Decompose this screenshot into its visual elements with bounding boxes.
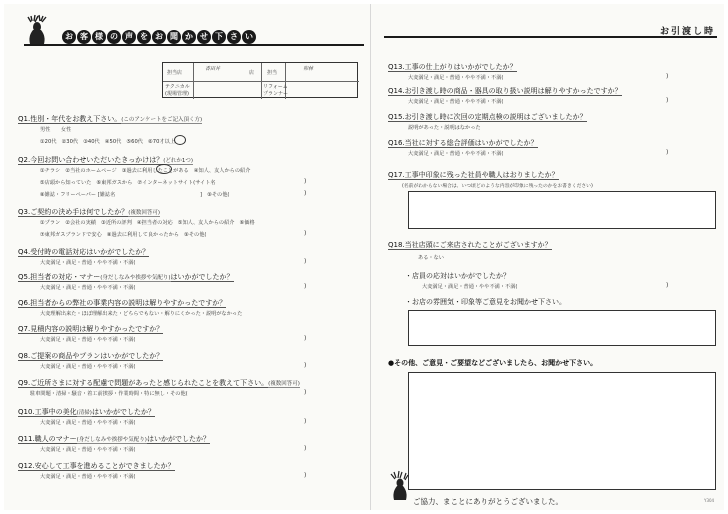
q15-opt[interactable]: 説明があった・説明はなかった bbox=[408, 125, 481, 131]
tech-label-2: (現場管理) bbox=[165, 91, 189, 97]
deer-logo-icon bbox=[22, 14, 52, 46]
store-value: 香田井 bbox=[205, 66, 221, 72]
page-title bbox=[62, 30, 256, 44]
title-char: を bbox=[137, 30, 151, 44]
q12-opt[interactable]: 大変満足・満足・普通・やや不満・不満( bbox=[40, 474, 136, 480]
q5-opt[interactable]: 大変満足・満足・普通・やや不満・不満( bbox=[40, 285, 136, 291]
q2-text: Q2.今回お問い合わせいただいたきっかけは？(どれか1つ) bbox=[18, 156, 193, 164]
q14-opt[interactable]: 大変満足・満足・普通・やや不満・不満( bbox=[408, 99, 504, 105]
q5-text: Q5.担当者の対応・マナー(身だしなみや挨拶や気配り)はいかがでしたか？ bbox=[18, 273, 234, 281]
staff-label: 担当 bbox=[267, 70, 278, 76]
q17-text: Q17.工事中印象に残った社員や職人はおりましたか？ bbox=[388, 171, 559, 179]
title-char: 聞 bbox=[167, 30, 181, 44]
q1-gender[interactable]: 男性 女性 bbox=[40, 127, 72, 133]
store-label: 担当店 bbox=[167, 70, 183, 76]
q16-text: Q16.当社に対する総合評価はいかがでしたか？ bbox=[388, 139, 538, 147]
q6-text: Q6.担当者からの弊社の事業内容の説明は解りやすかったですか？ bbox=[18, 299, 227, 307]
q2-opt2[interactable]: ⑤店頭から知っていた ⑥東邦ガスから ⑦インターネットサイト(サイト名 bbox=[40, 180, 216, 186]
q11-opt[interactable]: 大変満足・満足・普通・やや不満・不満( bbox=[40, 447, 136, 453]
planner-label-2: プランナー bbox=[263, 91, 289, 97]
q1-answer-circle bbox=[174, 135, 186, 145]
q2-opt1[interactable]: ①チラシ ②当社のホームページ ③過去に利用したことがある ④知人、友人からの紹介 bbox=[40, 168, 251, 174]
q2-opt4[interactable]: ] ⑨その他( bbox=[200, 192, 230, 198]
q3-opt1[interactable]: ①プラン ②会社の実績 ③近所の評判 ④担当者の対応 ⑤知人、友人からの紹介 ⑥価格 bbox=[40, 220, 255, 226]
store-table bbox=[162, 62, 358, 98]
title-char: お bbox=[62, 30, 76, 44]
title-char: さ bbox=[227, 30, 241, 44]
q18-sub2: ・お店の雰囲気・印象等ご意見をお聞かせ下さい。 bbox=[405, 298, 566, 306]
q2-opt3[interactable]: ⑧雑誌・フリーペーパー [雑誌名 bbox=[40, 192, 116, 198]
thanks-message: ご協力、まことにありがとうございました。 bbox=[413, 497, 563, 506]
q17-note: (名前がわからない場合は、いつ頃どのような内容が印象に残ったのかをお書きください) bbox=[402, 184, 593, 189]
q4-opt[interactable]: 大変満足・満足・普通・やや不満・不満( bbox=[40, 260, 136, 266]
title-char: い bbox=[242, 30, 256, 44]
q8-opt[interactable]: 大変満足・満足・普通・やや不満・不満( bbox=[40, 364, 136, 370]
q18-sub1-opt[interactable]: 大変満足・満足・普通・やや不満・不満( bbox=[422, 284, 518, 290]
q1-age[interactable]: ①20代 ②30代 ③40代 ④50代 ⑤60代 ⑥70才以上 bbox=[40, 139, 175, 145]
q13-opt[interactable]: 大変満足・満足・普通・やや不満・不満( bbox=[408, 75, 504, 81]
right-header bbox=[384, 22, 717, 38]
store-suffix: 店 bbox=[249, 70, 255, 76]
right-title: お引渡し時 bbox=[659, 27, 715, 37]
q10-text: Q10.工事中の美化(清掃)はいかがでしたか？ bbox=[18, 408, 155, 416]
q3-text: Q3.ご契約の決め手は何でしたか？(複数回答可) bbox=[18, 208, 160, 216]
q18-text: Q18.当社店頭にご来店されたことがございますか？ bbox=[388, 241, 552, 249]
q2-answer-circle bbox=[156, 164, 172, 174]
tech-label-1: テクニカル bbox=[165, 84, 190, 90]
q7-text: Q7.見積内容の説明は解りやすかったですか？ bbox=[18, 325, 164, 333]
page-fold bbox=[370, 4, 371, 510]
q1-text: Q1.性別・年代をお教え下さい。(このアンケートをご記入頂く方) bbox=[18, 115, 203, 123]
other-comments-box[interactable] bbox=[408, 372, 716, 490]
q18-impression-box[interactable] bbox=[408, 310, 716, 346]
title-rule bbox=[24, 44, 364, 46]
title-char: せ bbox=[197, 30, 211, 44]
title-char: お bbox=[152, 30, 166, 44]
other-heading: ●その他、ご意見・ご要望などございましたら、お聞かせ下さい。 bbox=[388, 359, 598, 367]
q9-text: Q9.ご近所さまに対する配慮で問題があったと感じられたことを教えて下さい。(複数回答可) bbox=[18, 379, 300, 387]
q4-text: Q4.受付時の電話対応はいかがでしたか？ bbox=[18, 248, 150, 256]
title-char: か bbox=[182, 30, 196, 44]
q16-opt[interactable]: 大変満足・満足・普通・やや不満・不満( bbox=[408, 151, 504, 157]
q6-opt[interactable]: 大変理解出来た・ほぼ理解出来た・どちらでもない・解りにくかった・説明がなかった bbox=[40, 311, 243, 317]
form-code: Y304 bbox=[704, 498, 715, 503]
q3-opt2[interactable]: ⑦東邦ガスブランドで安心 ⑧過去に利用して良かったから ⑨その他( bbox=[40, 232, 207, 238]
q8-text: Q8.ご提案の商品やプランはいかがでしたか？ bbox=[18, 352, 164, 360]
q15-text: Q15.お引き渡し時に次回の定期点検の説明はございましたか？ bbox=[388, 113, 587, 121]
q12-text: Q12.安心して工事を進めることができましたか？ bbox=[18, 462, 175, 470]
q18-opt[interactable]: ある・ない bbox=[418, 255, 444, 261]
title-char: 声 bbox=[122, 30, 136, 44]
planner-label-1: リフォーム bbox=[263, 84, 288, 90]
q11-text: Q11.職人のマナー(身だしなみや挨拶や気配り)はいかがでしたか？ bbox=[18, 435, 210, 443]
survey-sheet: お 客 様 の 声 を お 聞 か せ 下 さ い お引渡し時 担当店 香田井 店 担当 卯林 テクニカル (現場管理) リフォーム プランナー Q1.性別・年代をお教え下さい。(このアンケートをご記入頂く方) 男性 女性 ①20代 ②30代 ③40代 ④50代 ⑤60代 ⑥70才以上 Q2.今回お問い合わせいただいたきっかけは？(どれか1つ) ①チラシ ②当社のホームページ ③過去に利用したことがある ④知人、友人からの紹介 ⑤店頭から知っていた ⑥東邦ガスから ⑦インターネットサイト(サイト名 ⑧雑誌・フリーペーパー [雑誌名 ] ⑨その他( ) ) Q3.ご契約の決め手は何でしたか？(複数回答可) ①プラン ②会社の実績 ③近所の評判 ④担当者の対応 ⑤知人、友人からの紹介 ⑥価格 ⑦東邦ガスブランドで安心 ⑧過去に利用して良かったから ⑨その他( ) Q4.受付時の電話対応はいかがでしたか？ 大変満足・満足・普通・やや不満・不満( ) Q5.担当者の対応・マナー(身だしなみや挨拶や気配り)はいかがでしたか？ 大変満足・満足・普通・やや不満・不満( ) Q6.担当者からの弊社の事業内容の説明は解りやすかったですか？ 大変理解出来た・ほぼ理解出来た・どちらでもない・解りにくかった・説明がなかった Q7.見積内容の説明は解りやすかったですか？ 大変満足・満足・普通・やや不満・不満( ) Q8.ご提案の商品やプランはいかがでしたか？ 大変満足・満足・普通・やや不満・不満( ) Q9.ご近所さまに対する配慮で問題があったと感じられたことを教えて下さい。(複数回答可) 駐車問題・清掃・騒音・着工前挨拶・作業時間・特に無し・その他( ) Q10.工事中の美化(清掃)はいかがでしたか？ 大変満足・満足・普通・やや不満・不満( ) Q11.職人のマナー(身だしなみや挨拶や気配り)はいかがでしたか？ 大変満足・満足・普通・やや不満・不満( ) Q12.安心して工事を進めることができましたか？ 大変満足・満足・普通・やや不満・不満( ) Q13.工事の仕上がりはいかがでしたか？ 大変満足・満足・普通・やや不満・不満( ) Q14.お引き渡し時の商品・器具の取り扱い説明は解りやすかったですか？ 大変満足・満足・普通・やや不満・不満( ) Q15.お引き渡し時に次回の定期点検の説明はございましたか？ 説明があった・説明はなかった Q16.当社に対する総合評価はいかがでしたか？ 大変満足・満足・普通・やや不満・不満( ) Q17.工事中印象に残った社員や職人はおりましたか？ (名前がわからない場合は、いつ頃どのような内容が印象に残ったのかをお書きください) Q18.当社店頭にご来店されたことがございますか？ ある・ない ・店員の応対はいかがでしたか？ 大変満足・満足・普通・やや不満・不満( ) ・お店の雰囲気・印象等ご意見をお聞かせ下さい。 ●その他、ご意見・ご要望などございましたら、お聞かせ下さい。 ご協力、まことにありがとうございました。 Y304 bbox=[4, 4, 724, 510]
q18-sub1: ・店員の応対はいかがでしたか？ bbox=[405, 272, 510, 280]
q9-opt[interactable]: 駐車問題・清掃・騒音・着工前挨拶・作業時間・特に無し・その他( bbox=[30, 391, 188, 397]
staff-value: 卯林 bbox=[303, 66, 314, 72]
q14-text: Q14.お引き渡し時の商品・器具の取り扱い説明は解りやすかったですか？ bbox=[388, 87, 622, 95]
q17-answer-box[interactable] bbox=[408, 191, 716, 229]
title-char: 下 bbox=[212, 30, 226, 44]
title-char: の bbox=[107, 30, 121, 44]
title-char: 様 bbox=[92, 30, 106, 44]
deer-footer-icon bbox=[388, 470, 412, 502]
title-char: 客 bbox=[77, 30, 91, 44]
q10-opt[interactable]: 大変満足・満足・普通・やや不満・不満( bbox=[40, 420, 136, 426]
q13-text: Q13.工事の仕上がりはいかがでしたか？ bbox=[388, 63, 517, 71]
q7-opt[interactable]: 大変満足・満足・普通・やや不満・不満( bbox=[40, 337, 136, 343]
